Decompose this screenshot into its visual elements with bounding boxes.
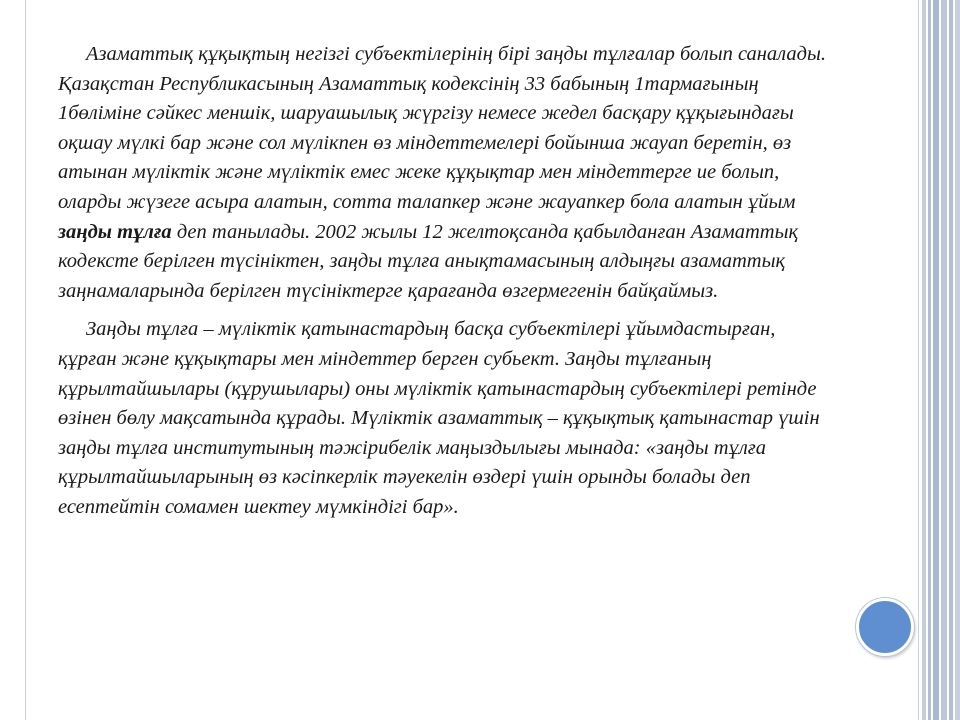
decorative-stripe: [949, 0, 953, 720]
slide-body: [58, 40, 828, 532]
left-frame-line: [25, 0, 26, 720]
decorative-stripe: [933, 0, 939, 720]
decorative-circle: [856, 598, 914, 656]
paragraph-1: [58, 40, 828, 306]
decorative-stripe: [928, 0, 931, 720]
decorative-stripe: [955, 0, 960, 720]
paragraph-1-bold-term: заңды тұлға: [58, 220, 172, 243]
paragraph-1-text-after: деп танылады. 2002 жылы 12 желтоқсанда қабылданған Азаматтық кодексте берілген түсініктен, заңды тұлға анықтамасының алдыңғы азаматтық заңнамаларында берілген түсініктерге қарағанда өзгермегенін байқаймыз.: [58, 220, 799, 302]
decorative-stripe: [941, 0, 947, 720]
paragraph-2: Заңды тұлға – мүліктік қатынастардың басқа субъектілері ұйымдастырған, құрған және құқықтары мен міндеттер берген субьект. Заңды тұлғаның құрылтайшылары (құрушылары) оны мүліктік қатынастардың субъектілері ретінде өзінен бөлу мақсатында құрады. Мүліктік азаматтық – құқықтық қатынастар үшін заңды тұлға институтының тәжірибелік маңыздылығы мынада: «заңды тұлға құрылтайшыларының өз кәсіпкерлік тәуекелін өздері үшін орынды болады деп есептейтін сомамен шектеу мүмкіндігі бар».: [58, 318, 820, 518]
paragraph-1-text-before: Азаматтық құқықтың негізгі субъектілерінің бірі заңды тұлғалар болып саналады. Қазақстан Республикасының Азаматтық кодексінің 33 бабының 1тармағының 1бөліміне сәйкес меншік, шаруашылық жүргізу немесе жедел басқару құқығындағы оқшау мүлкі бар және сол мүлікпен өз міндеттемелері бойынша жауап беретін, өз атынан мүліктік және мүліктік емес жеке құқықтар мен міндеттерге ие болып, оларды жүзеге асыра алатын, сотта талапкер және жауапкер бола алатын ұйым: [58, 43, 827, 213]
decorative-stripe: [922, 0, 926, 720]
